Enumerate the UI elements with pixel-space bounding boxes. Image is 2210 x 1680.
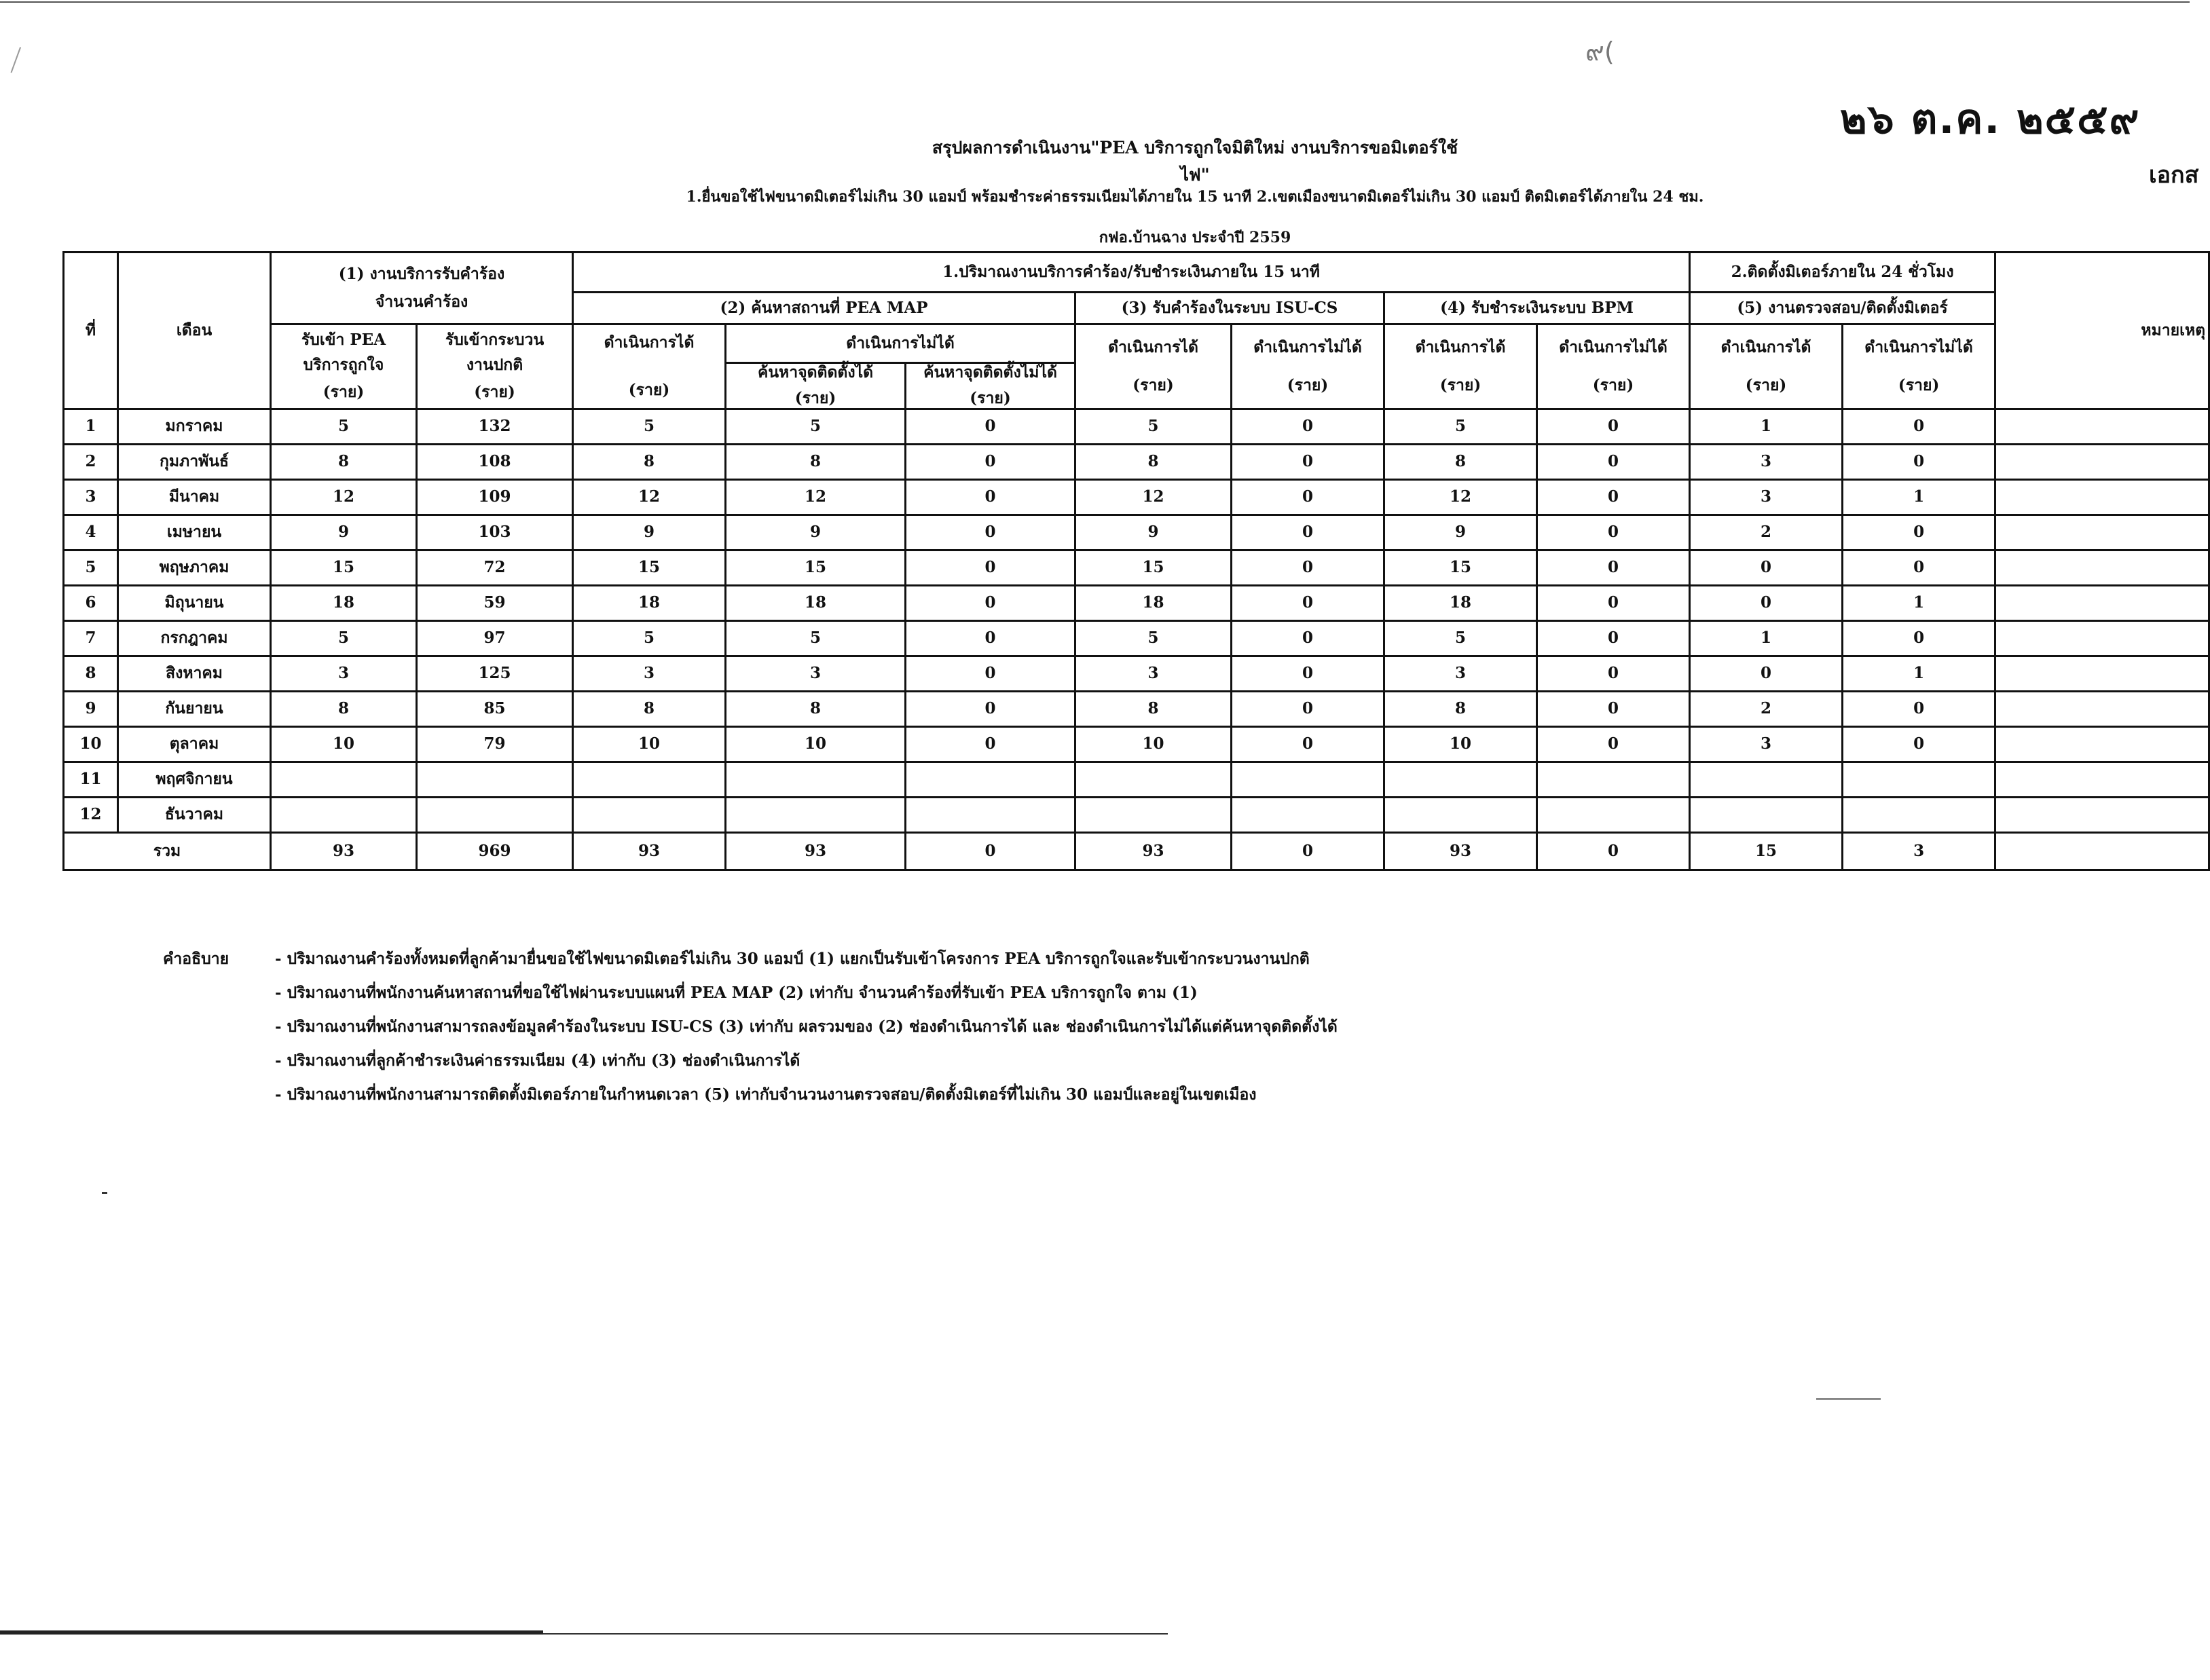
cell-value: 18 [1384,585,1537,620]
cell-value: 0 [906,691,1075,726]
col-header-not-found-point-text: ค้นหาจุดติดตั้งไม่ได้ [923,363,1057,381]
cell-value: 10 [271,726,417,762]
cell-value: 9 [726,515,906,550]
cell-value: 0 [1843,550,1995,585]
cell-value: 0 [906,585,1075,620]
cell-no: 10 [64,726,118,762]
cell-value: 0 [1537,409,1690,444]
cell-no: 4 [64,515,118,550]
table-total-row [64,832,2209,870]
cell-total-label: รวม [64,832,271,870]
cell-value: 0 [1232,691,1384,726]
cell-value: 5 [271,620,417,656]
group-header-requests-line1: (1) งานบริการรับคำร้อง [338,265,505,284]
cell-value: 125 [417,656,573,691]
cell-month: มีนาคม [118,479,271,515]
cell-value [573,797,726,832]
table-row [64,479,2209,515]
cell-value: 15 [1384,550,1537,585]
cell-value: 3 [573,656,726,691]
cell-value [1232,797,1384,832]
col-header-meter-not-done [1843,324,1995,409]
note-line: - ปริมาณงานที่ลูกค้าชำระเงินค่าธรรมเนียม (4) เท่ากับ (3) ช่องดำเนินการได้ [275,1051,800,1070]
col-header-not-done-text: ดำเนินการไม่ได้ [1864,337,1973,356]
col-header-done-text: ดำเนินการได้ [1108,337,1198,356]
cell-remark [1995,691,2209,726]
cell-value: 0 [1537,726,1690,762]
cell-value: 0 [1232,444,1384,479]
cell-value: 0 [906,656,1075,691]
cell-value: 12 [271,479,417,515]
cell-value: 15 [573,550,726,585]
note-line: - ปริมาณงานที่พนักงานสามารถลงข้อมูลคำร้องในระบบ ISU-CS (3) เท่ากับ ผลรวมของ (2) ช่องดำเนินการได้ และ ช่องดำเนินการไม่ได้แต่ค้นหาจุดติดตั้งได้ [275,1018,1338,1036]
cell-value: 15 [271,550,417,585]
cell-value: 1 [1843,479,1995,515]
table-row [64,550,2209,585]
cell-value: 0 [1232,479,1384,515]
cell-value: 12 [1384,479,1537,515]
scan-dash [1816,1398,1881,1400]
table-row [64,585,2209,620]
cell-value: 0 [1843,444,1995,479]
cell-remark [1995,409,2209,444]
cell-remark [1995,762,2209,797]
group-header-meter-install: (5) งานตรวจสอบ/ติดตั้งมิเตอร์ [1690,293,1995,324]
col-header-map-not-done: ดำเนินการไม่ได้ [726,324,1075,363]
cell-value [573,762,726,797]
cell-value: 0 [1232,515,1384,550]
cell-value: 0 [1537,444,1690,479]
cell-value [726,762,906,797]
cell-value: 0 [1690,656,1843,691]
table-row [64,726,2209,762]
cell-value [1843,762,1995,797]
cell-month: กรกฎาคม [118,620,271,656]
cell-value: 5 [1075,620,1232,656]
cell-value: 0 [906,620,1075,656]
cell-value: 9 [271,515,417,550]
cell-value: 0 [906,515,1075,550]
cell-value: 18 [573,585,726,620]
cell-month: กันยายน [118,691,271,726]
cell-no: 3 [64,479,118,515]
cell-value [1384,762,1537,797]
cell-value: 1 [1843,585,1995,620]
cell-value: 5 [573,409,726,444]
cell-value: 3 [1075,656,1232,691]
cell-month: ธันวาคม [118,797,271,832]
cell-total-value: 93 [271,832,417,870]
group-header-bpm: (4) รับชำระเงินระบบ BPM [1384,293,1690,324]
cell-no: 2 [64,444,118,479]
col-header-bpm-not-done [1537,324,1690,409]
cell-value [417,762,573,797]
cell-value: 0 [1690,550,1843,585]
col-header-isu-done [1075,324,1232,409]
cell-value: 5 [726,620,906,656]
cell-value: 12 [726,479,906,515]
cell-value: 5 [1384,409,1537,444]
group-header-pea-map: (2) ค้นหาสถานที่ PEA MAP [573,293,1075,324]
col-header-remark: หมายเหตุ [1995,253,2209,409]
cell-month: มกราคม [118,409,271,444]
cell-value: 18 [726,585,906,620]
cell-month: พฤษภาคม [118,550,271,585]
unit-label: (ราย) [1132,375,1174,394]
cell-no: 1 [64,409,118,444]
scan-speck [102,1192,107,1194]
cell-value: 8 [271,444,417,479]
cell-value: 59 [417,585,573,620]
cell-value [1690,797,1843,832]
cell-remark [1995,797,2209,832]
col-header-found-point [726,363,906,409]
cell-value: 5 [271,409,417,444]
unit-label: (ราย) [1898,375,1940,394]
cell-value: 1 [1690,409,1843,444]
cell-remark [1995,656,2209,691]
cell-no: 5 [64,550,118,585]
cell-value: 0 [1232,656,1384,691]
cell-value: 0 [906,726,1075,762]
cell-value [1690,762,1843,797]
table-row [64,444,2209,479]
group-header-meter: 2.ติดตั้งมิเตอร์ภายใน 24 ชั่วโมง [1690,253,1995,293]
cell-no: 8 [64,656,118,691]
table-row [64,691,2209,726]
unit-label: (ราย) [1287,375,1329,394]
cell-value: 0 [1843,409,1995,444]
cell-month: กุมภาพันธ์ [118,444,271,479]
col-header-pea-service-line1: รับเข้า PEA [301,331,386,350]
cell-value: 8 [271,691,417,726]
unit-label: (ราย) [970,389,1011,408]
cell-value: 0 [906,409,1075,444]
cell-total-value: 15 [1690,832,1843,870]
cell-month: เมษายน [118,515,271,550]
col-header-done-text: ดำเนินการได้ [604,333,695,352]
cell-value [417,797,573,832]
unit-label: (ราย) [474,383,515,402]
cell-no: 12 [64,797,118,832]
cell-value: 0 [1537,479,1690,515]
table-row [64,620,2209,656]
cell-value: 0 [1843,726,1995,762]
col-header-not-done-text: ดำเนินการไม่ได้ [1559,337,1668,356]
cell-value: 109 [417,479,573,515]
cell-remark [1995,550,2209,585]
cell-value [1075,797,1232,832]
cell-value: 0 [1232,550,1384,585]
cell-value: 12 [573,479,726,515]
cell-value [1537,797,1690,832]
cell-total-value: 0 [1537,832,1690,870]
col-header-pea-service [271,324,417,409]
unit-label: (ราย) [1439,375,1481,394]
cell-value: 18 [271,585,417,620]
cell-value: 3 [1690,479,1843,515]
cell-value: 10 [1384,726,1537,762]
unit-label: (ราย) [1592,375,1634,394]
cell-value: 0 [1843,620,1995,656]
cell-remark [1995,444,2209,479]
col-header-not-done-text: ดำเนินการไม่ได้ [1253,337,1362,356]
cell-value [271,762,417,797]
cell-value: 2 [1690,691,1843,726]
col-header-found-point-text: ค้นหาจุดติดตั้งได้ [757,363,874,381]
cell-value: 97 [417,620,573,656]
notes-label: คำอธิบาย [163,950,229,968]
scan-edge-bottom [0,1630,543,1635]
cell-value: 1 [1690,620,1843,656]
cell-value: 2 [1690,515,1843,550]
cell-month: ตุลาคม [118,726,271,762]
col-header-not-found-point [906,363,1075,409]
cell-value: 0 [1537,585,1690,620]
cell-value: 108 [417,444,573,479]
cell-total-value: 969 [417,832,573,870]
corner-document-label: เอกส [2149,162,2199,189]
scan-mark [11,47,28,75]
report-title: สรุปผลการดำเนินงาน"PEA บริการถูกใจมิติใหม่ งานบริการขอมิเตอร์ใช้ไฟ" [932,138,1458,185]
cell-value: 79 [417,726,573,762]
cell-value: 8 [726,444,906,479]
cell-value: 5 [1384,620,1537,656]
col-header-month: เดือน [118,253,271,409]
cell-value: 8 [573,691,726,726]
cell-value: 0 [1843,691,1995,726]
cell-total-value: 93 [1384,832,1537,870]
cell-value: 3 [1690,726,1843,762]
unit-label: (ราย) [628,380,670,399]
cell-value [1075,762,1232,797]
unit-label: (ราย) [794,389,836,408]
cell-value: 15 [726,550,906,585]
cell-value: 132 [417,409,573,444]
date-stamp: ๒๖ ต.ค. ๒๕๕๙ [1840,96,2141,143]
performance-table [62,251,2210,871]
cell-value: 3 [726,656,906,691]
cell-value: 3 [1690,444,1843,479]
group-header-requests [271,253,573,324]
cell-remark [1995,726,2209,762]
cell-value: 10 [573,726,726,762]
col-header-pea-service-line2: บริการถูกใจ [303,355,384,374]
cell-value: 0 [1232,585,1384,620]
cell-value: 9 [1075,515,1232,550]
cell-value: 18 [1075,585,1232,620]
cell-month: มิถุนายน [118,585,271,620]
col-header-meter-done [1690,324,1843,409]
cell-remark [1995,832,2209,870]
cell-no: 11 [64,762,118,797]
unit-label: (ราย) [1745,375,1787,394]
cell-no: 9 [64,691,118,726]
col-header-map-done [573,324,726,409]
cell-total-value: 3 [1843,832,1995,870]
cell-total-value: 0 [1232,832,1384,870]
cell-value: 0 [1537,691,1690,726]
cell-value: 8 [1384,691,1537,726]
cell-total-value: 93 [573,832,726,870]
cell-value: 0 [1843,515,1995,550]
cell-value: 8 [1075,691,1232,726]
cell-total-value: 93 [726,832,906,870]
col-header-normal-process-line1: รับเข้ากระบวน [445,331,545,350]
cell-value: 8 [1384,444,1537,479]
cell-value: 0 [906,444,1075,479]
col-header-isu-not-done [1232,324,1384,409]
cell-total-value: 0 [906,832,1075,870]
cell-value: 3 [1384,656,1537,691]
cell-value [726,797,906,832]
cell-value: 8 [1075,444,1232,479]
group-header-isu-cs: (3) รับคำร้องในระบบ ISU-CS [1075,293,1384,324]
cell-no: 6 [64,585,118,620]
col-header-done-text: ดำเนินการได้ [1415,337,1506,356]
scan-edge-top [0,1,2190,3]
table-row [64,762,2209,797]
cell-value [906,762,1075,797]
cell-remark [1995,515,2209,550]
cell-value: 9 [573,515,726,550]
cell-value: 0 [1232,726,1384,762]
cell-value: 10 [726,726,906,762]
group-header-main: 1.ปริมาณงานบริการคำร้อง/รับชำระเงินภายใน 15 นาที [573,253,1690,293]
cell-value: 0 [906,479,1075,515]
cell-value: 0 [1690,585,1843,620]
office-year: กฟอ.บ้านฉาง ประจำปี 2559 [1099,229,1291,246]
table-row [64,797,2209,832]
col-header-done-text: ดำเนินการได้ [1720,337,1811,356]
unit-label: (ราย) [323,383,365,402]
cell-value: 10 [1075,726,1232,762]
cell-value: 8 [573,444,726,479]
cell-month: สิงหาคม [118,656,271,691]
cell-value [1843,797,1995,832]
cell-value [271,797,417,832]
cell-value [906,797,1075,832]
cell-value: 3 [271,656,417,691]
cell-value: 15 [1075,550,1232,585]
cell-value: 8 [726,691,906,726]
group-header-requests-line2: จำนวนคำร้อง [375,292,468,311]
note-line: - ปริมาณงานที่พนักงานค้นหาสถานที่ขอใช้ไฟผ่านระบบแผนที่ PEA MAP (2) เท่ากับ จำนวนคำร้องที่รับเข้า PEA บริการถูกใจ ตาม (1) [275,984,1198,1002]
cell-value: 0 [1537,515,1690,550]
cell-value: 0 [1537,620,1690,656]
table-row [64,409,2209,444]
cell-value: 0 [1232,620,1384,656]
cell-value [1384,797,1537,832]
cell-remark [1995,620,2209,656]
note-line: - ปริมาณงานคำร้องทั้งหมดที่ลูกค้ามายื่นขอใช้ไฟขนาดมิเตอร์ไม่เกิน 30 แอมป์ (1) แยกเป็นรับเข้าโครงการ PEA บริการถูกใจและรับเข้ากระบวนงานปกติ [275,950,1310,968]
cell-remark [1995,585,2209,620]
table-row [64,656,2209,691]
cell-no: 7 [64,620,118,656]
note-line: - ปริมาณงานที่พนักงานสามารถติดตั้งมิเตอร์ภายในกำหนดเวลา (5) เท่ากับจำนวนงานตรวจสอบ/ติดตั้งมิเตอร์ที่ไม่เกิน 30 แอมป์และอยู่ในเขตเมือง [275,1085,1257,1104]
scan-edge-bottom-thin [543,1633,1168,1635]
col-header-normal-process [417,324,573,409]
cell-month: พฤศจิกายน [118,762,271,797]
cell-value [1537,762,1690,797]
table-row [64,515,2209,550]
cell-value: 5 [726,409,906,444]
cell-value: 0 [1537,550,1690,585]
col-header-normal-process-line2: งานปกติ [466,355,523,374]
cell-value: 85 [417,691,573,726]
cell-value [1232,762,1384,797]
cell-value: 12 [1075,479,1232,515]
cell-value: 0 [1232,409,1384,444]
cell-total-value: 93 [1075,832,1232,870]
handwritten-page-number: ๙( [1585,37,1615,67]
cell-value: 0 [906,550,1075,585]
cell-value: 1 [1843,656,1995,691]
report-subtitle: 1.ยื่นขอใช้ไฟขนาดมิเตอร์ไม่เกิน 30 แอมป์ พร้อมชำระค่าธรรมเนียมได้ภายใน 15 นาที 2.เขตเมืองขนาดมิเตอร์ไม่เกิน 30 แอมป์ ติดมิเตอร์ได้ภายใน 24 ชม. [686,188,1704,206]
cell-value: 0 [1537,656,1690,691]
cell-remark [1995,479,2209,515]
cell-value: 5 [573,620,726,656]
col-header-bpm-done [1384,324,1537,409]
cell-value: 5 [1075,409,1232,444]
col-header-no: ที่ [64,253,118,409]
cell-value: 9 [1384,515,1537,550]
cell-value: 103 [417,515,573,550]
cell-value: 72 [417,550,573,585]
